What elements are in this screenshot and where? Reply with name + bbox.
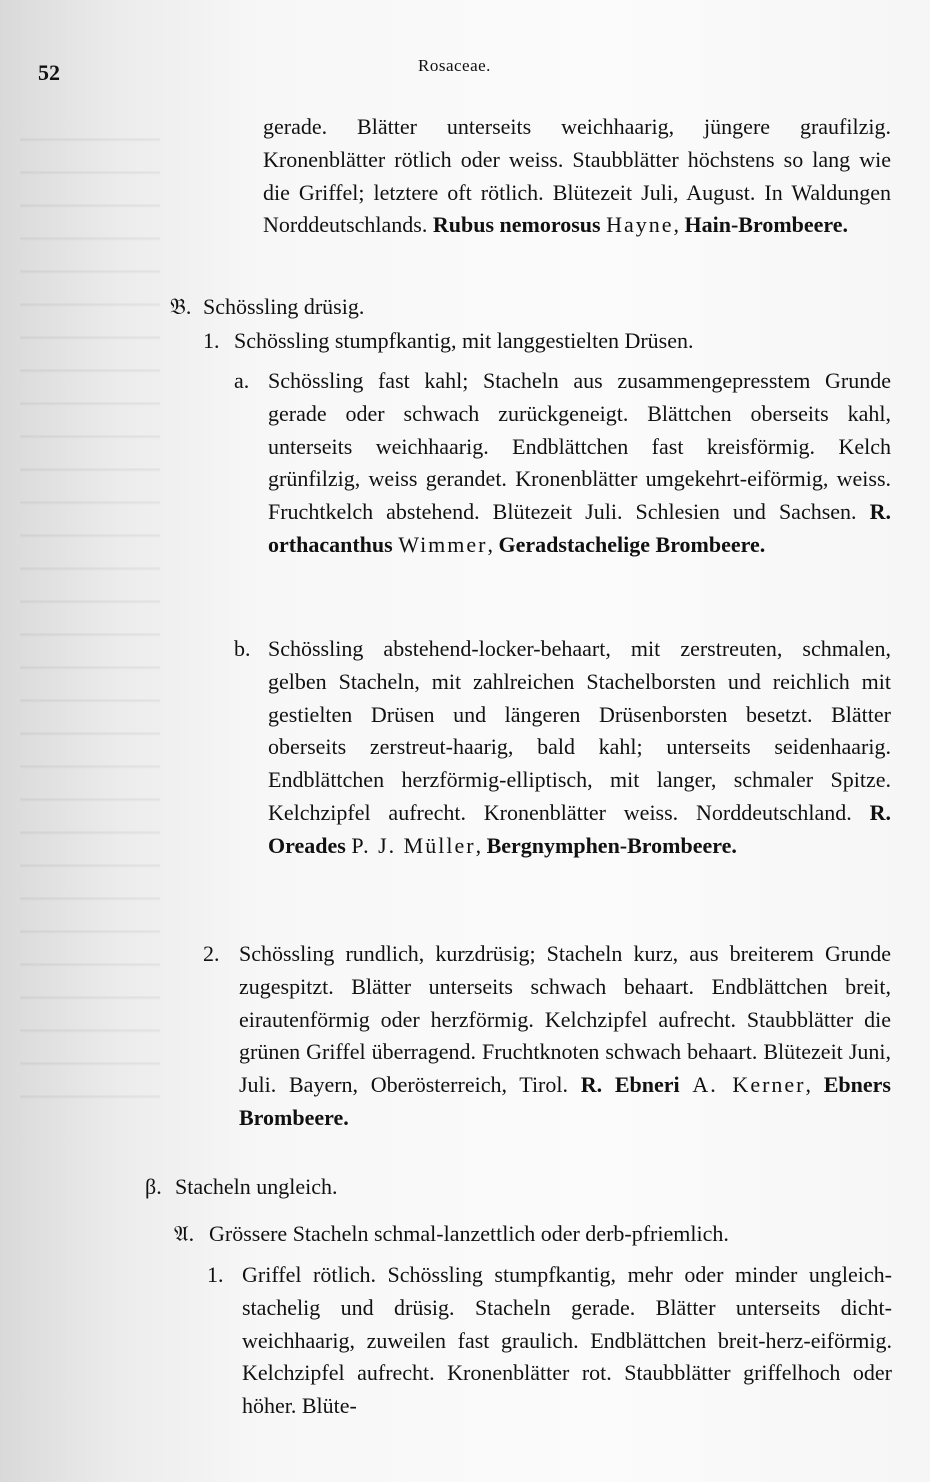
item-marker-2: 2.	[203, 941, 220, 966]
paragraph-griffel-roetlich: Griffel rötlich. Schössling stumpfkantig, mehr oder minder ungleich-stachelig und drüsig. Stacheln gerade. Blätter unterseits dicht-weichhaarig, zuweilen fast graulich. Endblättchen breit-herz-eiförmig. Kelchzipfel aufrecht. Kronenblätter rot. Staubblätter griffelhoch oder höher. Blüte-	[242, 1262, 892, 1419]
item-marker-a1: 1.	[207, 1262, 224, 1287]
author-name: P. J. Müller	[351, 832, 476, 858]
running-title: Rosaceae.	[418, 56, 491, 75]
section-heading-a: Grössere Stacheln schmal-lanzettlich oder derb-pfriemlich.	[209, 1221, 729, 1246]
species-name: R. Ebneri	[580, 1072, 680, 1098]
description-text: gerade. Blätter unterseits weichhaarig, jüngere graufilzig. Kronenblätter rötlich oder weiss. Staubblätter höchstens so lang wie die Griffel; letztere oft rötlich. Blütezeit Juli, August. In Waldungen Norddeutschlands.	[263, 114, 891, 238]
common-name: Bergnymphen-Brombeere.	[486, 832, 737, 858]
common-name: Geradstachelige Brombeere.	[498, 531, 766, 557]
section-marker-beta: β.	[145, 1174, 162, 1199]
common-name: Hain-Brombeere.	[684, 212, 849, 238]
section-marker-a: 𝔄.	[174, 1221, 195, 1246]
author-name: Hayne	[606, 212, 674, 238]
species-name: R. orthacanthus	[268, 499, 891, 557]
common-name: Ebners Brombeere.	[239, 1072, 891, 1130]
section-marker-b: 𝔅.	[170, 294, 192, 319]
description-text: Schössling rundlich, kurzdrüsig; Stacheln kurz, aus breiterem Grunde zugespitzt. Blätter unterseits schwach behaart. Endblättchen breit, eirautenförmig oder herzförmig. Kelchzipfel aufrecht. Staubblätter die grünen Griffel überragend. Fruchtknoten schwach behaart. Blütezeit Juni, Juli. Bayern, Oberösterreich, Tirol.	[239, 941, 891, 1098]
item-text-1: Schössling stumpfkantig, mit langgestielten Drüsen.	[234, 328, 694, 353]
paragraph-r-ebneri: Schössling rundlich, kurzdrüsig; Stacheln kurz, aus breiterem Grunde zugespitzt. Blätter unterseits schwach behaart. Endblättchen breit, eirautenförmig oder herzförmig. Kelchzipfel aufrecht. Staubblätter die grünen Griffel überragend. Fruchtknoten schwach behaart. Blütezeit Juni, Juli. Bayern, Oberösterreich, Tirol. R. Ebneri A. Kerner, Ebners Brombeere.	[239, 941, 891, 1130]
item-marker-a: a.	[234, 368, 250, 393]
page-number: 52	[38, 60, 60, 85]
species-name: Rubus nemorosus	[432, 212, 601, 238]
paragraph-r-orthacanthus: Schössling fast kahl; Stacheln aus zusammengepresstem Grunde gerade oder schwach zurückgeneigt. Blättchen oberseits kahl, unterseits weichhaarig. Endblättchen fast kreisförmig. Kelch grünfilzig, weiss gerandet. Kronenblätter umgekehrt-eiförmig, weiss. Fruchtkelch abstehend. Blütezeit Juli. Schlesien und Sachsen. R. orthacanthus Wimmer, Geradstachelige Brombeere.	[268, 368, 891, 557]
paragraph-r-oreades: Schössling abstehend-locker-behaart, mit zerstreuten, schmalen, gelben Stacheln, mit zahlreichen Stachelborsten und reichlich mit gestielten Drüsen und längeren Drüsenborsten besetzt. Blätter oberseits zerstreut-haarig, bald kahl; unterseits seidenhaarig. Endblättchen herzförmig-elliptisch, mit langer, schmaler Spitze. Kelchzipfel aufrecht. Kronenblätter weiss. Norddeutschland. R. Oreades P. J. Müller, Bergnymphen-Brombeere.	[268, 636, 891, 858]
section-heading-b: Schössling drüsig.	[203, 294, 365, 319]
author-name: A. Kerner	[692, 1072, 806, 1098]
item-marker-1: 1.	[203, 328, 220, 353]
item-marker-b: b.	[234, 636, 251, 661]
description-text: Schössling fast kahl; Stacheln aus zusammengepresstem Grunde gerade oder schwach zurückgeneigt. Blättchen oberseits kahl, unterseits weichhaarig. Endblättchen fast kreisförmig. Kelch grünfilzig, weiss gerandet. Kronenblätter umgekehrt-eiförmig, weiss. Fruchtkelch abstehend. Blütezeit Juli. Schlesien und Sachsen.	[268, 368, 891, 525]
paragraph-rubus-nemorosus: gerade. Blätter unterseits weichhaarig, jüngere graufilzig. Kronenblätter rötlich oder weiss. Staubblätter höchstens so lang wie die Griffel; letztere oft rötlich. Blütezeit Juli, August. In Waldungen Norddeutschlands. Rubus nemorosus Hayne, Hain-Brombeere.	[263, 114, 891, 238]
section-heading-beta: Stacheln ungleich.	[175, 1174, 338, 1199]
description-text: Schössling abstehend-locker-behaart, mit zerstreuten, schmalen, gelben Stacheln, mit zahlreichen Stachelborsten und reichlich mit gestielten Drüsen und längeren Drüsenborsten besetzt. Blätter oberseits zerstreut-haarig, bald kahl; unterseits seidenhaarig. Endblättchen herzförmig-elliptisch, mit langer, schmaler Spitze. Kelchzipfel aufrecht. Kronenblätter weiss. Norddeutschland.	[268, 636, 891, 825]
show-through-shadow	[20, 120, 160, 1120]
author-name: Wimmer	[398, 531, 488, 557]
species-name: R. Oreades	[268, 799, 891, 858]
